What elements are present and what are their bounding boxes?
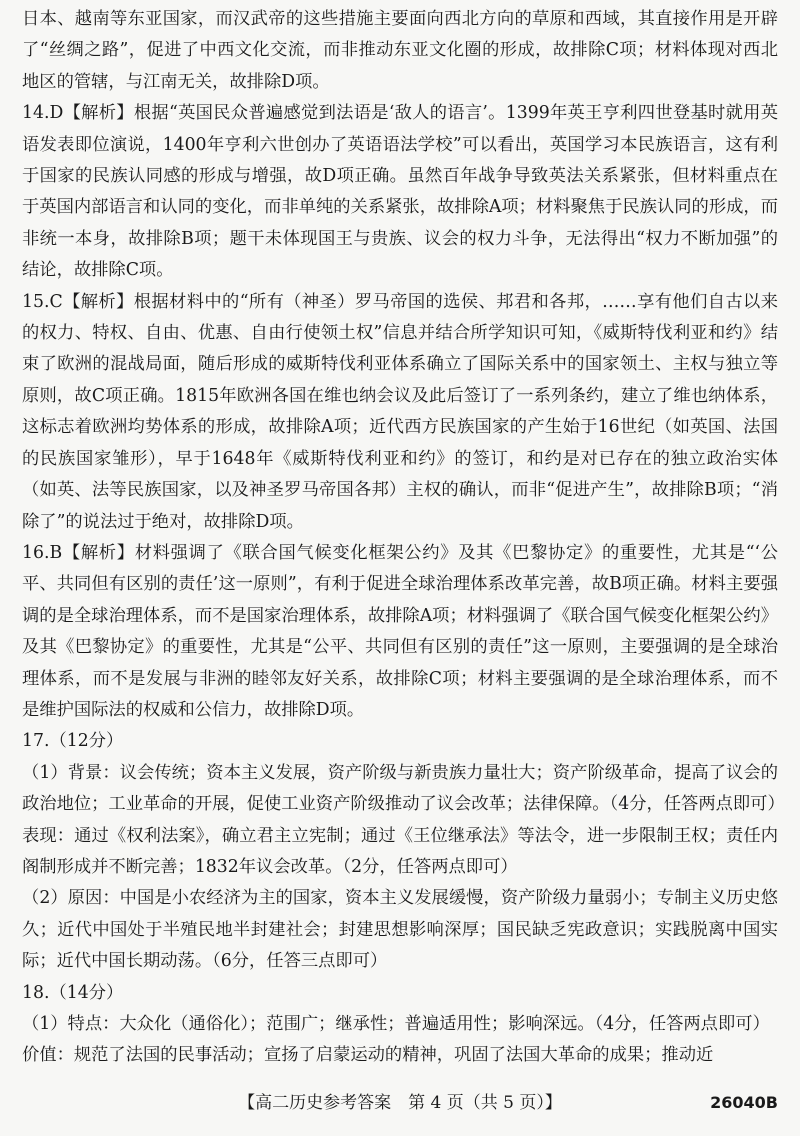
answer-17-part2-reasons: （2）原因：中国是小农经济为主的国家，资本主义发展缓慢，资产阶级力量弱小；专制主义历史悠久；近代中国处于半殖民地半封建社会；封建思想影响深厚；国民缺乏宪政意识；实践脱离中国实际；近代中国长期动荡。（6分，任答三点即可） [22, 888, 778, 972]
page-footer [22, 1088, 778, 1118]
answer-17-part1-manifestation: 表现：通过《权利法案》，确立君主立宪制；通过《王位继承法》等法令，进一步限制王权；责任内阁制形成并不断完善；1832年议会改革。（2分，任答两点即可） [22, 825, 778, 877]
answer-15: 15.C【解析】根据材料中的“所有（神圣）罗马帝国的选侯、邦君和各邦，……享有他们自古以来的权力、特权、自由、优惠、自由行使领土权”信息并结合所学知识可知，《威斯特伐利亚和约》结束了欧洲的混战局面，随后形成的威斯特伐利亚体系确立了国际关系中的国家领土、主权与独立等原则，故C项正确。1815年欧洲各国在维也纳会议及此后签订了一系列条约，建立了维也纳体系，这标志着欧洲均势体系的形成，故排除A项；近代西方民族国家的产生始于16世纪（如英国、法国的民族国家雏形），早于1648年《威斯特伐利亚和约》的签订，和约是对已存在的独立政治实体（如英、法等民族国家，以及神圣罗马帝国各邦）主权的确认，而非“促进产生”，故排除B项；“消除了”的说法过于绝对，故排除D项。 [22, 291, 778, 532]
question-17-heading: 17.（12分） [22, 731, 124, 752]
answer-18-part1-features: （1）特点：大众化（通俗化）；范围广；继承性；普遍适用性；影响深远。（4分，任答两点即可） [22, 1014, 770, 1034]
paragraph-continuation: 日本、越南等东亚国家，而汉武帝的这些措施主要面向西北方向的草原和西域，其直接作用是开辟了“丝绸之路”，促进了中西文化交流，而非推动东亚文化圈的形成，故排除C项；材料体现对西北地区的管辖，与江南无关，故排除D项。 [22, 9, 778, 92]
footer-doc-code: 26040B [710, 1093, 778, 1112]
answer-17-part1-background: （1）背景：议会传统；资本主义发展，资产阶级与新贵族力量壮大；资产阶级革命，提高了议会的政治地位；工业革命的开展，促使工业资产阶级推动了议会改革；法律保障。（4分，任答两点即可） [22, 762, 785, 815]
footer-page-info: 【高二历史参考答案 第 4 页（共 5 页）】 [238, 1093, 562, 1113]
question-18-heading: 18.（14分） [22, 982, 124, 1003]
answer-16: 16.B【解析】材料强调了《联合国气候变化框架公约》及其《巴黎协定》的重要性，尤其是“‘公平、共同但有区别的责任’这一原则”，有利于促进全球治理体系改革完善，故B项正确。材料主要强调的是全球治理体系，而不是国家治理体系，故排除A项；材料强调了《联合国气候变化框架公约》及其《巴黎协定》的重要性，尤其是“公平、共同但有区别的责任”这一原则，主要强调的是全球治理体系，而不是发展与非洲的睦邻友好关系，故排除C项；材料主要强调的是全球治理体系，而不是维护国际法的权威和公信力，故排除D项。 [22, 542, 778, 720]
answer-14: 14.D【解析】根据“英国民众普遍感觉到法语是‘敌人的语言’。1399年英王亨利四世登基时就用英语发表即位演说，1400年亨利六世创办了英语语法学校”可以看出，英国学习本民族语言，这有利于国家的民族认同感的形成与增强，故D项正确。虽然百年战争导致英法关系紧张，但材料重点在于英国内部语言和认同的变化，而非单纯的关系紧张，故排除A项；材料聚焦于民族认同的形成，而非统一本身，故排除B项；题干未体现国王与贵族、议会的权力斗争，无法得出“权力不断加强”的结论，故排除C项。 [22, 103, 778, 281]
answer-18-part1-value: 价值：规范了法国的民事活动；宣扬了启蒙运动的精神，巩固了法国大革命的成果；推动近 [22, 1045, 714, 1066]
answer-content [22, 4, 785, 1072]
